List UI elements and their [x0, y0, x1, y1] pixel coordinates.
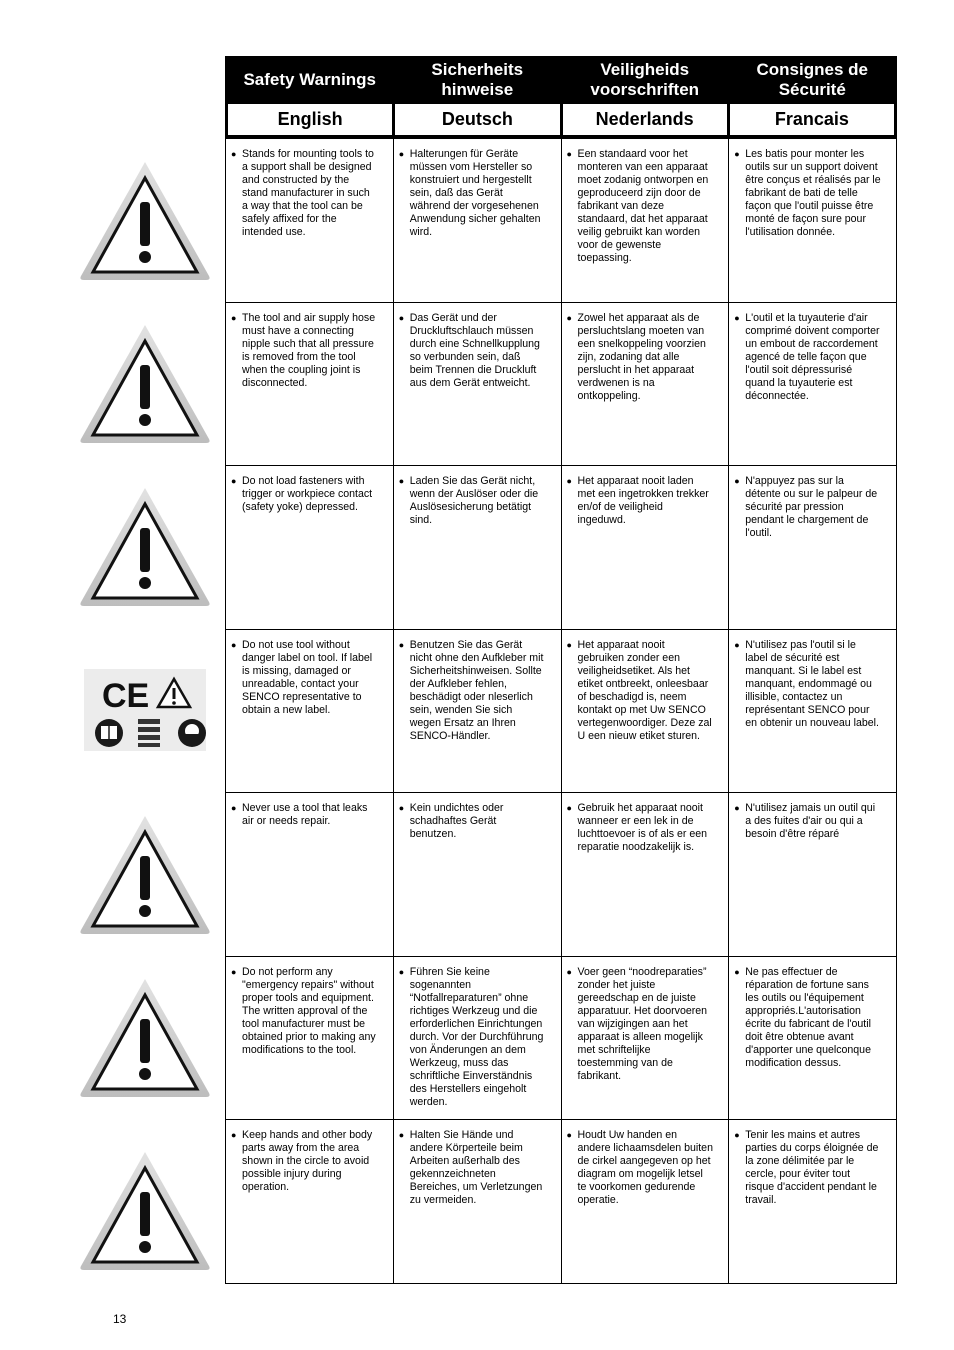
cell-nederlands — [562, 466, 730, 629]
bullet-icon: ● — [398, 476, 405, 486]
warning-text-francais: L'outil et la tuyauterie d'air comprimé doivent comporter un embout de raccordement agencé de telle façon que l'outil soit dépressurisé quand la tuyauterie est déconnectée. — [745, 311, 880, 402]
warning-text-francais: Tenir les mains et autres parties du corps éloignée de la zone délimitée par le cercle, pour éviter tout risque d'accident pendant le travail. — [745, 1129, 879, 1206]
bullet-icon: ● — [231, 1130, 237, 1140]
cell-francais — [729, 957, 897, 1120]
svg-text:CE: CE — [102, 676, 150, 715]
cell-deutsch — [394, 630, 562, 793]
bullet-icon: ● — [231, 966, 237, 977]
cell-deutsch — [394, 1120, 562, 1283]
warning-text-nederlands: Gebruik het apparaat nooit wanneer er een lek in de luchttoevoer is of als er een reparatie noodzakelijk is. — [577, 802, 708, 853]
cell-francais — [729, 793, 897, 956]
header-veiligheids-voorschriften: Veiligheids voorschriften — [590, 60, 700, 99]
bullet-icon: ● — [231, 803, 237, 813]
cell-francais — [729, 1120, 897, 1283]
header-safety-warnings: Safety Warnings — [243, 70, 377, 89]
table-row — [226, 957, 897, 1121]
table-row — [226, 139, 897, 303]
cell-english — [226, 1120, 394, 1283]
table-row — [226, 793, 897, 957]
language-nederlands: Nederlands — [563, 104, 727, 135]
bullet-icon: ● — [231, 312, 237, 323]
warning-triangle-icon — [70, 464, 220, 627]
warning-triangle-icon — [70, 1128, 220, 1291]
warning-text-nederlands: Het apparaat nooit laden met een ingetrokken trekker en/of de veiligheid ingeduwd. — [577, 475, 709, 526]
cell-deutsch — [394, 466, 562, 629]
warning-text-francais: Ne pas effectuer de réparation de fortune sans les outils ou l'équipement appropriés.L'autorisation écrite du fabricant de l'outil doit être obtenue avant d'apporter une quelconque modification dessus. — [745, 965, 871, 1069]
warning-text-deutsch: Kein undichtes oder schadhaftes Gerät benutzen. — [409, 802, 504, 840]
page-number: 13 — [113, 1312, 127, 1326]
cell-english — [226, 466, 394, 629]
bullet-icon: ● — [734, 312, 740, 323]
table-row — [226, 1120, 897, 1284]
warning-triangle-icon — [70, 792, 220, 955]
cell-nederlands — [562, 630, 730, 793]
header-row — [225, 56, 897, 104]
cell-deutsch — [394, 303, 562, 466]
bullet-icon: ● — [398, 966, 405, 977]
cell-nederlands — [562, 957, 730, 1120]
bullet-icon: ● — [231, 639, 237, 650]
cell-english — [226, 630, 394, 793]
warning-text-english: The tool and air supply hose must have a connecting nipple such that all pressure is removed from the tool when the coupling joint is disconnected. — [242, 311, 376, 389]
cell-deutsch — [394, 957, 562, 1120]
header-consignes-de-securite: Consignes de Sécurité — [756, 60, 868, 99]
bullet-icon: ● — [398, 149, 405, 159]
bullet-icon: ● — [398, 1130, 405, 1140]
warning-text-deutsch: Halten Sie Hände und andere Körperteile beim Arbeiten außerhalb des gekennzeichneten Bereiches, um Verletzungen zu vermeiden. — [409, 1129, 543, 1206]
language-english: English — [228, 104, 392, 135]
cell-francais — [729, 630, 897, 793]
warning-text-nederlands: Zowel het apparaat als de persluchtslang moeten van een snelkoppeling voorzien zijn, zodaning dat alle perslucht in het apparaat verdwenen is na ontkoppeling. — [577, 311, 706, 402]
bullet-icon: ● — [398, 312, 405, 323]
cell-english — [226, 303, 394, 466]
cell-english — [226, 139, 394, 302]
warning-text-deutsch: Laden Sie das Gerät nicht, wenn der Auslöser oder die Auslösesicherung betätigt sind. — [409, 475, 539, 526]
bullet-icon: ● — [734, 149, 740, 159]
warning-text-english: Stands for mounting tools to a support shall be designed and constructed by the stand manufacturer in such a way that the tool can be safely affixed for the intended use. — [242, 148, 374, 238]
table-body — [225, 138, 897, 1284]
cell-francais — [729, 303, 897, 466]
bullet-icon: ● — [398, 639, 405, 650]
language-row — [225, 104, 897, 138]
bullet-icon: ● — [566, 803, 572, 813]
table-row — [226, 466, 897, 630]
warning-text-deutsch: Das Gerät und der Druckluftschlauch müssen durch eine Schnellkupplung so verbunden sein, daß beim Trennen die Druckluft aus dem Gerät entweicht. — [409, 311, 540, 389]
warning-triangle-icon — [70, 138, 220, 301]
cell-nederlands — [562, 303, 730, 466]
warning-text-deutsch: Halterungen für Geräte müssen vom Hersteller so konstruiert und hergestellt sein, daß das Gerät während der vorgesehenen Anwendung sicher gehalten wird. — [409, 148, 541, 238]
warning-text-francais: Les batis pour monter les outils sur un support doivent être conçus et réalisés par le fabrikant de bati de telle façon que l'outil puisse être monté de façon sure pour l'utilisation donnée. — [745, 148, 881, 238]
table-row — [226, 630, 897, 794]
ce-mark-icon — [70, 628, 220, 791]
language-deutsch: Deutsch — [395, 104, 559, 135]
cell-nederlands — [562, 793, 730, 956]
bullet-icon: ● — [566, 312, 572, 323]
bullet-icon: ● — [734, 803, 740, 813]
warning-text-francais: N'utilisez jamais un outil qui a des fuites d'air ou qui a besoin d'être réparé — [745, 802, 876, 840]
bullet-icon: ● — [734, 966, 740, 977]
warning-text-francais: N'appuyez pas sur la détente ou sur le palpeur de sécurité par pression pendant le chargement de l'outil. — [745, 475, 878, 539]
bullet-icon: ● — [398, 803, 405, 813]
warning-text-deutsch: Führen Sie keine sogenannten “Notfallreparaturen” ohne richtiges Werkzeug und die erforderlichen Einrichtungen durch. Vor der Durchführung von Änderungen an dem Werkzeug, muss das schriftliche Einverständnis des Herstellers eingeholt werden. — [409, 965, 544, 1108]
bullet-icon: ● — [231, 149, 237, 159]
bullet-icon: ● — [566, 1130, 572, 1140]
bullet-icon: ● — [566, 966, 572, 977]
cell-deutsch — [394, 793, 562, 956]
bullet-icon: ● — [734, 476, 740, 486]
table-row — [226, 303, 897, 467]
cell-deutsch — [394, 139, 562, 302]
safety-warnings-table — [225, 56, 897, 1284]
bullet-icon: ● — [566, 476, 572, 486]
warning-text-english: Do not use tool without danger label on tool. If label is missing, damaged or unreadable, contact your SENCO representative to obtain a new label. — [242, 638, 373, 716]
warning-text-nederlands: Houdt Uw handen en andere lichaamsdelen buiten de cirkel aangegeven op het diagram om mogelijk letsel te voorkomen gedurende operatie. — [577, 1129, 713, 1206]
warning-text-nederlands: Voer geen “noodreparaties” zonder het juiste gereedschap en de juiste apparatuur. Het doorvoeren van wijzigingen aan het apparaat is alleen mogelijk met schriftelijke toestemming van de fabrikant. — [577, 965, 708, 1082]
warning-text-deutsch: Benutzen Sie das Gerät nicht ohne den Aufkleber mit Sicherheitshinweisen. Sollte der Aufkleber fehlen, beschädigt oder nleserlich sein, wenden Sie sich wegen Ersatz an Ihren SENCO-Händler. — [409, 638, 544, 742]
warning-text-english: Never use a tool that leaks air or needs repair. — [242, 802, 368, 827]
warning-triangle-icon — [70, 301, 220, 464]
language-francais: Francais — [730, 104, 894, 135]
warning-triangle-icon — [70, 955, 220, 1118]
cell-nederlands — [562, 1120, 730, 1283]
header-sicherheits-hinweise: Sicherheits hinweise — [431, 60, 524, 99]
warning-text-nederlands: Een standaard voor het monteren van een apparaat moet zodanig ontworpen en geproduceerd zijn door de fabrikant van deze standaard, dat het apparaat veilig gebruikt kan worden voor de gewenste toepassing. — [577, 148, 709, 264]
bullet-icon: ● — [734, 639, 740, 650]
cell-nederlands — [562, 139, 730, 302]
bullet-icon: ● — [566, 639, 572, 650]
cell-francais — [729, 466, 897, 629]
bullet-icon: ● — [734, 1130, 740, 1140]
warning-text-english: Keep hands and other body parts away from the area shown in the circle to avoid possible injury during operation. — [242, 1129, 373, 1193]
cell-english — [226, 793, 394, 956]
warning-text-nederlands: Het apparaat nooit gebruiken zonder een veiligheidsetiket. Als het etiket ontbreekt, onleesbaar of beschadigd is, neem kontakt op met Uw SENCO vertegenwoordiger. Deze zal U een nieuw etiket sturen. — [577, 638, 712, 742]
bullet-icon: ● — [566, 149, 572, 159]
cell-english — [226, 957, 394, 1120]
warning-text-english: Do not perform any "emergency repairs" without proper tools and equipment. The written approval of the tool manufacturer must be obtained prior to making any modifications to the tool. — [242, 965, 376, 1056]
cell-francais — [729, 139, 897, 302]
warning-text-francais: N'utilisez pas l'outil si le label de sécurité est manquant. Si le label est manquant, endommagé ou illisible, contactez un représentant SENCO pour en obtenir un nouveau label. — [745, 638, 879, 729]
warning-text-english: Do not load fasteners with trigger or workpiece contact (safety yoke) depressed. — [242, 475, 373, 513]
bullet-icon: ● — [231, 476, 237, 486]
